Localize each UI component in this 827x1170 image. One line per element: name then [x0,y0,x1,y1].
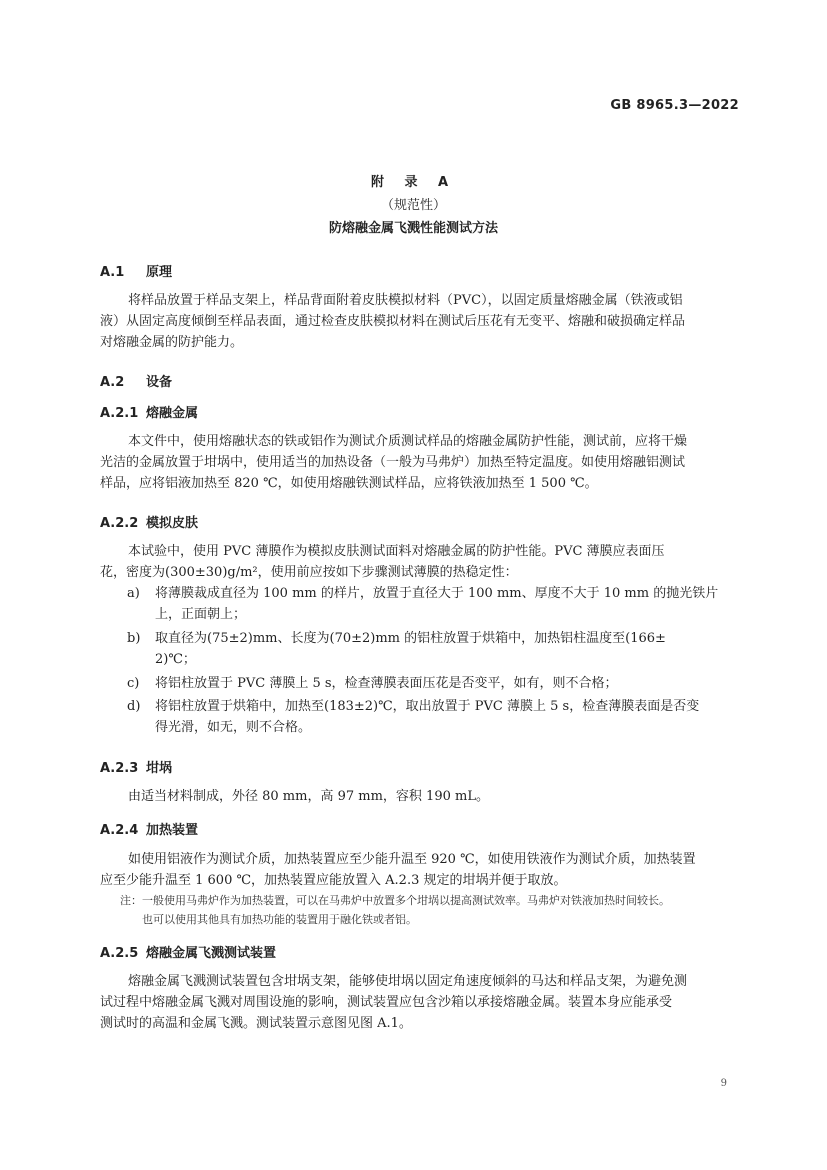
text-line: 测试时的高温和金属飞溅。测试装置示意图见图 A.1。 [100,1016,412,1031]
section-heading-a1 [100,261,172,280]
list-item [155,673,740,694]
text-line: 液）从固定高度倾倒至样品表面，通过检查皮肤模拟材料在测试后压花有无变平、熔融和破损确定样品 [100,314,686,329]
section-a1-paragraph [100,290,740,353]
section-a22-paragraph [100,541,740,583]
appendix-title: 防熔融金属飞溅性能测试方法 [328,221,498,236]
text-line: 得光滑，如无，则不合格。 [155,720,312,735]
list-item [155,628,740,670]
note-block [120,891,740,929]
section-heading-a21 [100,402,198,421]
section-title: 模拟皮肤 [146,516,199,531]
text-line: 花，密度为(300±30)g/m²，使用前应按如下步骤测试薄膜的热稳定性： [100,565,518,580]
appendix-label: 附 录 A [370,175,457,190]
note-line: 注：一般使用马弗炉作为加热装置，可以在马弗炉中放置多个坩埚以提高测试效率。马弗炉对铁液加热时间较长。 [120,894,670,907]
text-line: 将样品放置于样品支架上，样品背面附着皮肤模拟材料（PVC），以固定质量熔融金属（铁液或铝 [128,293,683,308]
text-line: 应至少能升温至 1 600 ℃，加热装置应能放置入 A.2.3 规定的坩埚并便于取放。 [100,873,567,888]
list-item [155,583,740,625]
section-number: A.2.5 [100,946,139,961]
section-a25-paragraph [100,971,740,1034]
section-heading-a25 [100,942,276,961]
section-heading-a23 [100,757,172,776]
section-number: A.1 [100,265,125,280]
section-title: 加热装置 [146,823,199,838]
text-line: 样品，应将铝液加热至 820 ℃，如使用熔融铁测试样品，应将铁液加热至 1 500 ℃。 [100,476,598,491]
text-line: 取直径为(75±2)mm、长度为(70±2)mm 的铝柱放置于烘箱中，加热铝柱温度至(166± [155,631,666,646]
section-a23-paragraph [100,786,740,807]
section-heading-a2 [100,371,172,390]
text-line: 2)℃； [155,652,196,667]
text-line: 熔融金属飞溅测试装置包含坩埚支架，能够使坩埚以固定角速度倾斜的马达和样品支架，为避免测 [128,974,688,989]
text-line: 本试验中，使用 PVC 薄膜作为模拟皮肤测试面料对熔融金属的防护性能。PVC 薄膜应表面压 [128,544,665,559]
list-marker: b) [127,631,141,646]
list-marker: a) [127,586,140,601]
appendix-nature: （规范性） [380,198,446,213]
text-line: 本文件中，使用熔融状态的铁或铝作为测试介质测试样品的熔融金属防护性能，测试前，应将干燥 [128,434,688,449]
page-number: 9 [720,1078,727,1089]
list-item [155,696,740,738]
section-title: 熔融金属 [146,406,199,421]
section-heading-a22 [100,512,198,531]
section-number: A.2 [100,375,125,390]
section-number: A.2.2 [100,516,139,531]
section-heading-a24 [100,819,198,838]
section-title: 熔融金属飞溅测试装置 [146,946,277,961]
list-marker: c) [127,676,140,691]
section-title: 原理 [146,265,173,280]
text-line: 将薄膜裁成直径为 100 mm 的样片，放置于直径大于 100 mm、厚度不大于 10 mm 的抛光铁片 [155,586,719,601]
section-a24-paragraph [100,849,740,891]
text-line: 如使用铝液作为测试介质，加热装置应至少能升温至 920 ℃，如使用铁液作为测试介质，加热装置 [128,852,696,867]
section-number: A.2.4 [100,823,139,838]
text-line: 将铝柱放置于烘箱中，加热至(183±2)℃，取出放置于 PVC 薄膜上 5 s，检查薄膜表面是否变 [155,699,700,714]
section-title: 设备 [146,375,173,390]
section-number: A.2.3 [100,761,139,776]
section-number: A.2.1 [100,406,139,421]
note-line: 也可以使用其他具有加热功能的装置用于融化铁或者铝。 [142,913,417,926]
text-line: 光洁的金属放置于坩埚中，使用适当的加热设备（一般为马弗炉）加热至特定温度。如使用熔融铝测试 [100,455,686,470]
section-a21-paragraph [100,431,740,494]
text-line: 试过程中熔融金属飞溅对周围设施的影响，测试装置应包含沙箱以承接熔融金属。装置本身应能承受 [100,995,673,1010]
text-line: 上，正面朝上； [155,607,247,622]
standard-code: GB 8965.3—2022 [610,98,739,113]
section-title: 坩埚 [146,761,173,776]
text-line: 由适当材料制成，外径 80 mm，高 97 mm，容积 190 mL。 [128,789,489,804]
list-marker: d) [127,699,141,714]
text-line: 将铝柱放置于 PVC 薄膜上 5 s，检查薄膜表面压花是否变平，如有，则不合格； [155,676,618,691]
text-line: 对熔融金属的防护能力。 [100,335,244,350]
